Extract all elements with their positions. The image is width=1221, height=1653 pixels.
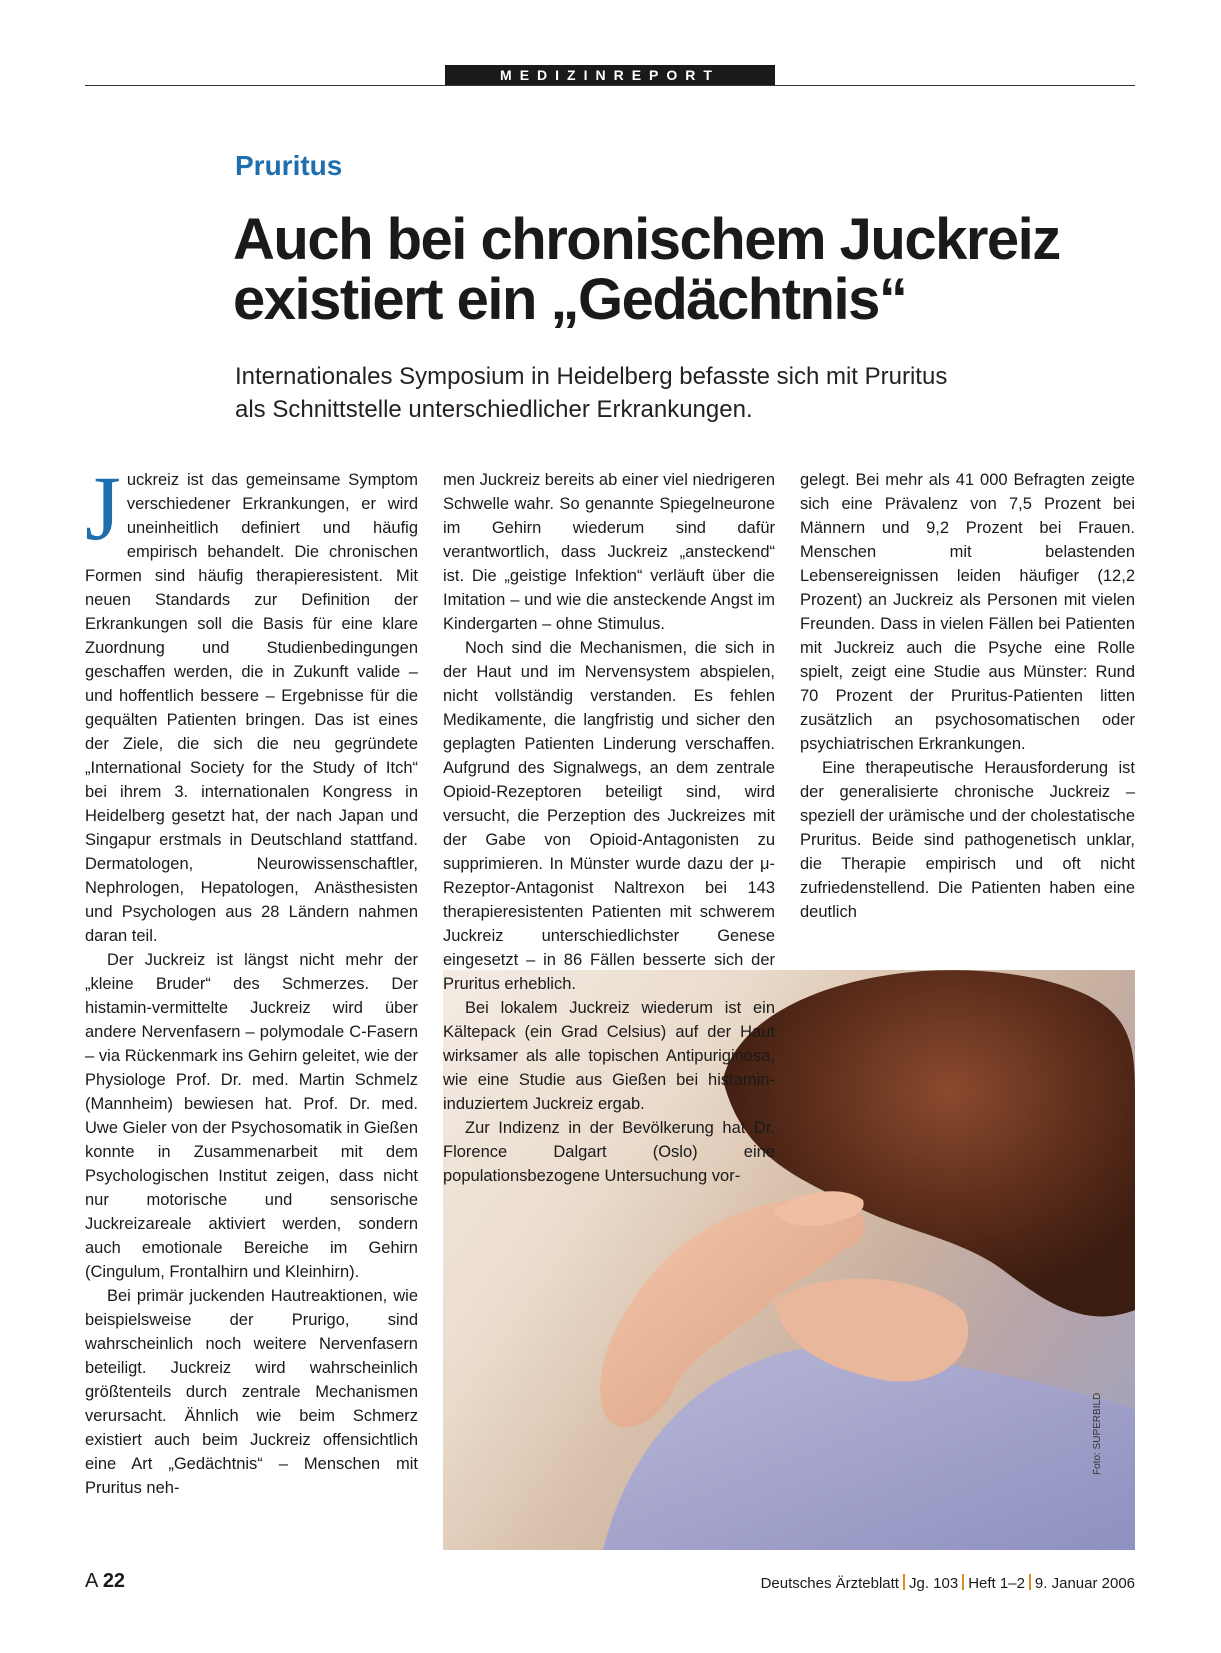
paragraph: Zur Indizenz in der Bevölkerung hat Dr. Florence Dalgart (Oslo) eine populationsbezogene Untersuchung vor- [443, 1119, 775, 1185]
standfirst-line-1: Internationales Symposium in Heidelberg befasste sich mit Pruritus [235, 363, 948, 390]
paragraph: Bei lokalem Juckreiz wiederum ist ein Kältepack (ein Grad Celsius) auf der Haut wirksamer als alle topischen Antipuriginosa, wie eine Studie aus Gießen bei histamin-induziertem Juckreiz ergab. [443, 999, 775, 1113]
paragraph: gelegt. Bei mehr als 41 000 Befragten zeigte sich eine Prävalenz von 7,5 Prozent bei Männern und 9,2 Prozent bei Frauen. Menschen mit belastenden Lebensereignissen leiden häufiger (12,2 Prozent) an Juckreiz als Personen mit vielen Freunden. Dass in vielen Fällen bei Patienten mit Juckreiz auch die Psyche eine Rolle spielt, zeigt eine Studie aus Münster: Rund 70 Prozent der Pruritus-Patienten litten zusätzlich an psychosomatischen oder psychiatrischen Erkrankungen. [800, 471, 1135, 753]
separator [1029, 1574, 1031, 1590]
standfirst-line-2: als Schnittstelle unterschiedlicher Erkrankungen. [235, 396, 753, 423]
headline-line-2: existiert ein „Gedächtnis“ [233, 267, 907, 332]
article-kicker: Pruritus [235, 150, 343, 181]
paragraph: Der Juckreiz ist längst nicht mehr der „kleine Bruder“ des Schmerzes. Der histamin-vermittelte Juckreiz wird über andere Nervenfasern – polymodale C-Fasern – via Rückenmark ins Gehirn geleitet, wie der Physiologe Prof. Dr. med. Martin Schmelz (Mannheim) bewiesen hat. Prof. Dr. med. Uwe Gieler von der Psychosomatik in Gießen konnte in Zusammenarbeit mit dem Psychologischen Institut zeigen, dass nicht nur motorische und sensorische Juckreizareale aktiviert werden, sondern auch emotionale Bereiche im Gehirn (Cingulum, Frontalhirn und Kleinhirn). [85, 951, 418, 1281]
article-headline [233, 207, 1113, 332]
journal-volume: Jg. 103 [908, 1575, 959, 1592]
journal-date: 9. Januar 2006 [1034, 1575, 1135, 1592]
section-label: MEDIZINREPORT [445, 65, 775, 85]
journal-info [761, 1574, 1135, 1592]
paragraph [85, 457, 418, 948]
headline-line-1: Auch bei chronischem Juckreiz [233, 207, 1060, 272]
paragraph: Noch sind die Mechanismen, die sich in der Haut und im Nervensystem abspielen, nicht vollständig verstanden. Es fehlen Medikamente, die langfristig und sicher den geplagten Patienten Linderung verschaffen. Aufgrund des Signalwegs, an dem zentrale Opioid-Rezeptoren beteiligt sind, wird versucht, die Perzeption des Juckreizes mit der Gabe von Opioid-Antagonisten zu supprimieren. In Münster wurde dazu der μ-Rezeptor-Antagonist Naltrexon bei 143 therapieresistenten Patienten mit schwerem Juckreiz unterschiedlichster Genese eingesetzt – in 86 Fällen besserte sich der Pruritus erheblich. [443, 639, 775, 993]
paragraph: Eine therapeutische Herausforderung ist der generalisierte chronische Juckreiz – speziell der urämische und der cholestatische Pruritus. Beide sind pathogenetisch unklar, die Therapie empirisch und oft nicht zufriedenstellend. Die Patienten haben eine deutlich [800, 759, 1135, 921]
paragraph: Bei primär juckenden Hautreaktionen, wie beispielsweise der Prurigo, sind wahrscheinlich noch weitere Nervenfasern beteiligt. Juckreiz wird wahrscheinlich größtenteils durch zentrale Mechanismen verursacht. Ähnlich wie beim Schmerz existiert auch beim Juckreiz offensichtlich eine Art „Gedächtnis“ – Menschen mit Pruritus neh- [85, 1287, 418, 1497]
text-column-1 [85, 457, 418, 1500]
page-number-value: 22 [102, 1570, 126, 1592]
drop-cap: J [85, 457, 121, 559]
journal-name: Deutsches Ärzteblatt [760, 1575, 899, 1592]
separator [962, 1574, 964, 1590]
separator [903, 1574, 905, 1590]
text-column-3 [800, 468, 1135, 924]
paragraph-text: uckreiz ist das gemeinsame Symptom verschiedener Erkrankungen, er wird uneinheitlich definiert und häufig empirisch behandelt. Die chronischen Formen sind häufig therapieresistent. Mit neuen Standards zur Definition der Erkrankungen soll die Basis für eine klare Zuordnung und Studienbedingungen geschaffen werden, die in Zukunft valide – und hoffentlich bessere – Ergebnisse für die gequälten Patienten bringen. Das ist eines der Ziele, die sich die neu gegründete „International Society for the Study of Itch“ bei ihrem 3. internationalen Kongress in Heidelberg gesetzt hat, der nach Japan und Singapur erstmals in Deutschland stattfand. Dermatologen, Neurowissenschaftler, Nephrologen, Hepatologen, Anästhesisten und Psychologen aus 28 Ländern nahmen daran teil. [85, 471, 418, 945]
page-prefix: A [85, 1570, 98, 1592]
text-column-2 [443, 468, 775, 1188]
article-standfirst [235, 360, 1035, 426]
paragraph: men Juckreiz bereits ab einer viel niedrigeren Schwelle wahr. So genannte Spiegelneurone im Gehirn wiederum sind dafür verantwortlich, dass Juckreiz „ansteckend“ ist. Die „geistige Infektion“ verläuft über die Imitation – und wie die ansteckende Angst im Kindergarten – ohne Stimulus. [443, 471, 775, 633]
journal-issue: Heft 1–2 [968, 1575, 1025, 1592]
header-rule [85, 85, 1135, 86]
photo-credit: Foto: SUPERBILD [1092, 1392, 1103, 1475]
page-number [85, 1570, 125, 1593]
